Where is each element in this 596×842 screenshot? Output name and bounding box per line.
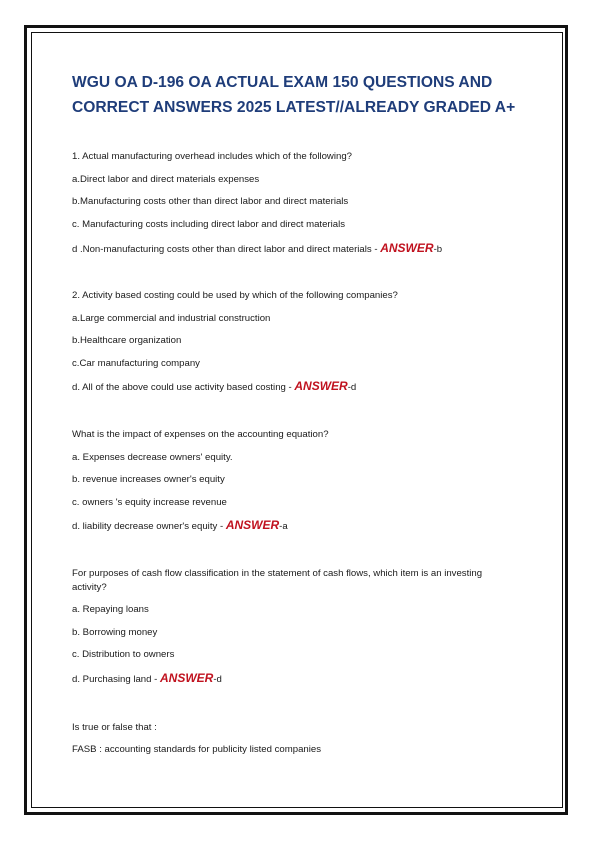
question-text: 1. Actual manufacturing overhead includes which of the following? xyxy=(72,151,352,162)
option-d-row xyxy=(72,671,222,687)
answer-value: -a xyxy=(279,521,288,532)
option-d: d. All of the above could use activity based costing - xyxy=(72,382,295,393)
option-d: d .Non-manufacturing costs other than direct labor and direct materials - xyxy=(72,244,381,255)
option-c: c. Distribution to owners xyxy=(72,649,175,660)
option-b: b. Borrowing money xyxy=(72,627,158,638)
option-d-row xyxy=(72,241,442,257)
page-border-inner xyxy=(31,32,563,808)
answer-value: -d xyxy=(347,382,357,393)
title-line-1: WGU OA D-196 OA ACTUAL EXAM 150 QUESTIONS AND xyxy=(72,74,493,91)
option-c: c. Manufacturing costs including direct labor and direct materials xyxy=(72,219,346,230)
option-a: a. Repaying loans xyxy=(72,604,149,615)
option-a: a. Expenses decrease owners' equity. xyxy=(72,452,233,463)
option-d-row xyxy=(72,518,288,534)
option-b: b.Healthcare organization xyxy=(72,335,182,346)
title-line-2: CORRECT ANSWERS 2025 LATEST//ALREADY GRADED A+ xyxy=(72,99,516,116)
option-b: b. revenue increases owner's equity xyxy=(72,474,225,485)
option-d: d. Purchasing land - xyxy=(72,674,160,685)
answer-label: ANSWER xyxy=(380,241,434,255)
answer-value: -d xyxy=(213,674,222,685)
option-a: a.Direct labor and direct materials expenses xyxy=(72,174,260,185)
question-text-line-2: activity? xyxy=(72,582,107,593)
question-text-line-1: For purposes of cash flow classification in the statement of cash flows, which item is an investing xyxy=(72,568,483,579)
question-text: 2. Activity based costing could be used by which of the following companies? xyxy=(72,290,398,301)
answer-label: ANSWER xyxy=(294,379,348,393)
option-a: a.Large commercial and industrial construction xyxy=(72,313,271,324)
question-text: What is the impact of expenses on the accounting equation? xyxy=(72,429,329,440)
option-c: c.Car manufacturing company xyxy=(72,358,200,369)
option-b: b.Manufacturing costs other than direct labor and direct materials xyxy=(72,196,349,207)
answer-label: ANSWER xyxy=(225,518,280,532)
option-d: d. liability decrease owner's equity - xyxy=(72,521,226,532)
question-text: Is true or false that : xyxy=(72,722,157,733)
option-c: c. owners 's equity increase revenue xyxy=(72,497,227,508)
answer-label: ANSWER xyxy=(160,671,214,685)
statement-text: FASB : accounting standards for publicity listed companies xyxy=(72,744,322,755)
answer-value: -b xyxy=(433,244,443,255)
option-d-row xyxy=(72,379,356,395)
document-title xyxy=(72,70,532,120)
